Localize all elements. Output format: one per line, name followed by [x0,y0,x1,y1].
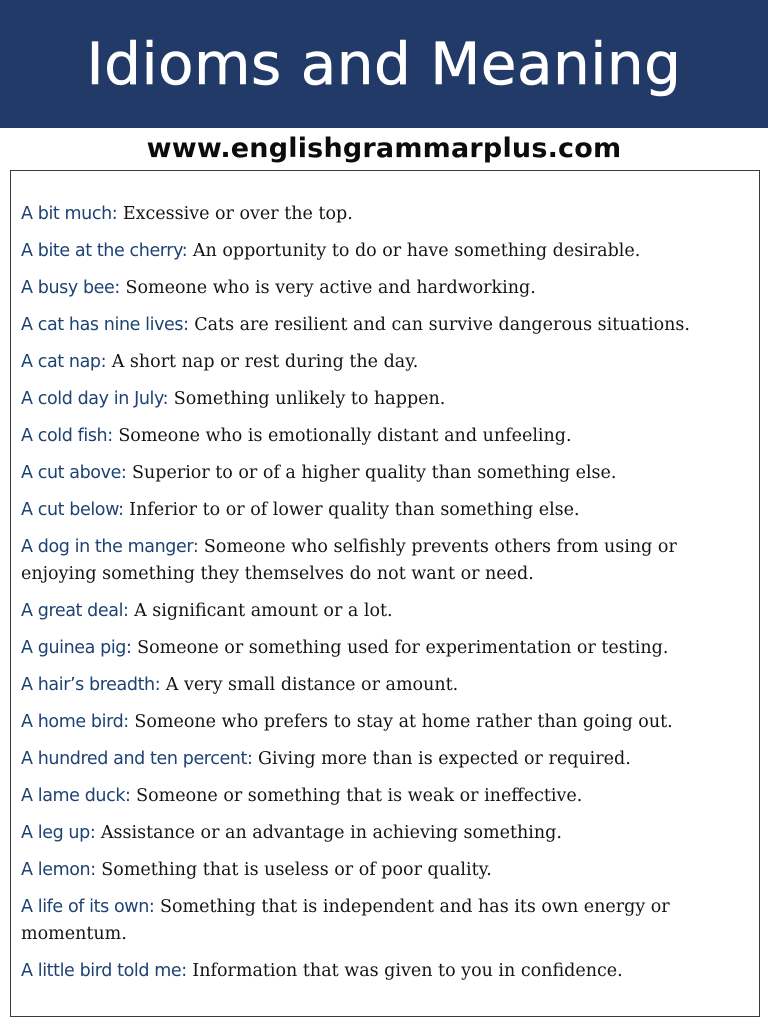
header-banner [0,0,768,128]
idiom-entry [21,201,741,228]
idiom-meaning: A significant amount or a lot. [134,601,393,621]
idiom-meaning: Someone who selfishly prevents others from using or enjoying something they themselves do not want or need. [21,537,677,584]
idiom-entry [21,312,741,339]
idiom-meaning: Something unlikely to happen. [173,389,446,409]
idiom-meaning: Inferior to or of lower quality than something else. [129,500,580,520]
idiom-term: A lame duck: [21,786,131,806]
idiom-entry [21,386,741,413]
idiom-term: A lemon: [21,860,96,880]
idiom-entry [21,958,741,985]
idiom-entry [21,857,741,884]
idiom-term: A dog in the manger: [21,537,199,557]
idiom-term: A cut above: [21,463,127,483]
idiom-term: A cat has nine lives: [21,315,189,335]
idiom-meaning: Superior to or of a higher quality than something else. [132,463,617,483]
idiom-term: A little bird told me: [21,961,187,981]
idiom-meaning: Someone or something that is weak or ineffective. [136,786,583,806]
idiom-meaning: Giving more than is expected or required. [258,749,631,769]
idiom-entry [21,534,741,588]
idiom-term: A home bird: [21,712,129,732]
idiom-list-box [10,170,760,1017]
idiom-meaning: Someone who is very active and hardworking. [125,278,536,298]
idiom-entry [21,460,741,487]
idiom-term: A cold fish: [21,426,113,446]
idiom-term: A cut below: [21,500,124,520]
idiom-term: A bit much: [21,204,118,224]
idiom-meaning: A short nap or rest during the day. [111,352,419,372]
idiom-meaning: A very small distance or amount. [165,675,459,695]
idiom-entry [21,598,741,625]
idiom-meaning: Cats are resilient and can survive dangerous situations. [194,315,690,335]
idiom-entry [21,238,741,265]
idiom-term: A cold day in July: [21,389,169,409]
website-url: www.englishgrammarplus.com [146,133,622,164]
idiom-term: A bite at the cherry: [21,241,188,261]
idiom-meaning: Someone who is emotionally distant and unfeeling. [118,426,572,446]
idiom-term: A hair’s breadth: [21,675,161,695]
idiom-meaning: Excessive or over the top. [122,204,353,224]
idiom-meaning: Someone or something used for experimentation or testing. [137,638,669,658]
idiom-entry [21,894,741,948]
idiom-meaning: Information that was given to you in confidence. [192,961,623,981]
idiom-entry [21,709,741,736]
page-title: Idioms and Meaning [86,30,682,98]
idiom-entry [21,275,741,302]
idiom-term: A hundred and ten percent: [21,749,253,769]
idiom-entry [21,783,741,810]
idiom-entry [21,635,741,662]
idiom-entry [21,820,741,847]
idiom-term: A busy bee: [21,278,120,298]
idiom-entry [21,423,741,450]
idiom-term: A leg up: [21,823,96,843]
idiom-term: A great deal: [21,601,129,621]
idiom-entry [21,746,741,773]
idiom-list [21,201,741,995]
idiom-meaning: Something that is independent and has its own energy or momentum. [21,897,670,944]
idiom-entry [21,349,741,376]
idiom-term: A life of its own: [21,897,155,917]
idiom-meaning: Someone who prefers to stay at home rather than going out. [134,712,673,732]
idiom-term: A guinea pig: [21,638,132,658]
idiom-meaning: Assistance or an advantage in achieving something. [100,823,562,843]
idiom-term: A cat nap: [21,352,107,372]
idiom-entry [21,497,741,524]
idiom-entry [21,672,741,699]
idiom-meaning: Something that is useless or of poor quality. [101,860,492,880]
idiom-meaning: An opportunity to do or have something desirable. [192,241,641,261]
